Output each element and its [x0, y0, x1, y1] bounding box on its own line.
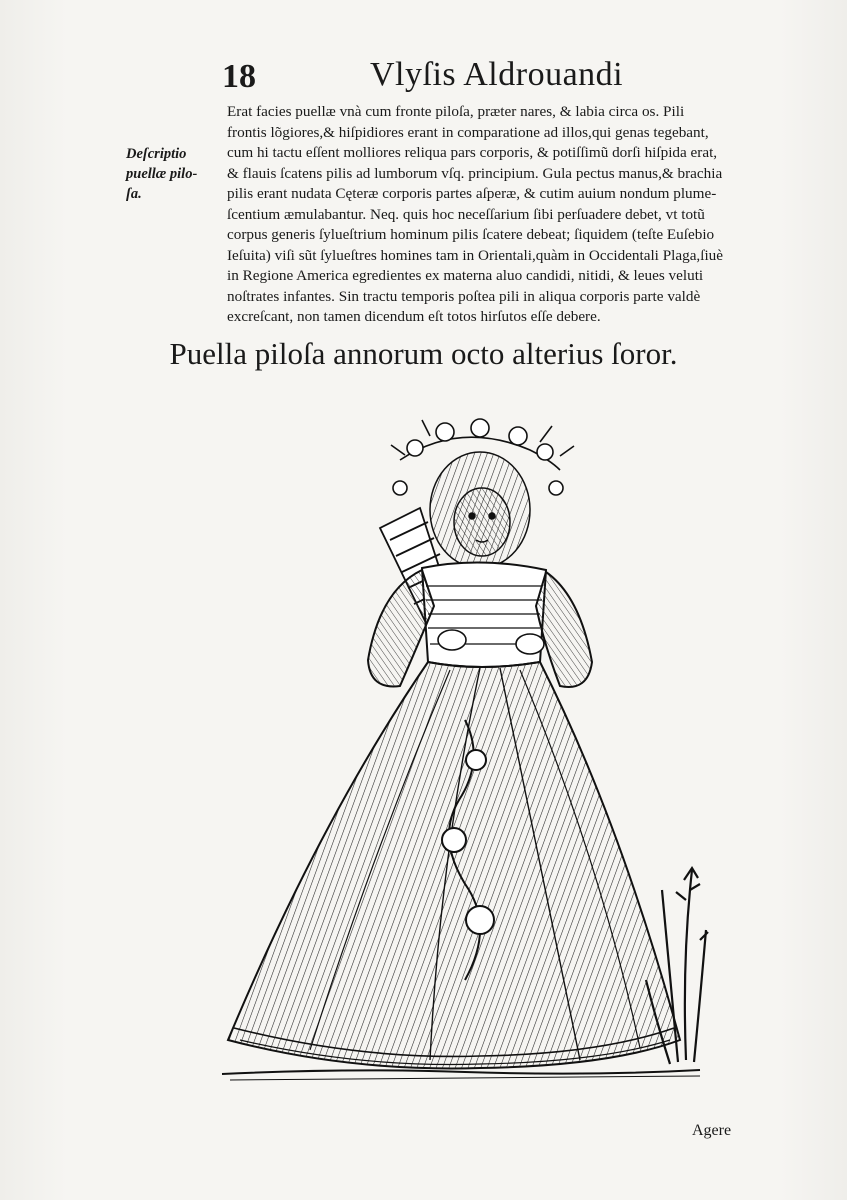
text-line: Erat facies puellæ vnà cum fronte piloſa, præter nares, & labia circa os. Pili: [227, 103, 685, 120]
text-line: & flauis ſcatens pilis ad lumborum vſq. principium. Gula pectus manus,& brachia: [227, 164, 723, 182]
margin-note-line: Deſcriptio: [126, 146, 187, 162]
figure-caption: Puella piloſa annorum octo alterius ſoror.: [169, 336, 678, 371]
text-line: in Regione America egredientes ex materna aluo candidi, nitidi, & leues veluti: [227, 267, 704, 284]
running-head: Vlyſis Aldrouandi: [370, 56, 624, 93]
margin-note-line: puellæ pilo-: [126, 166, 198, 182]
text-line: ſcentium æmulabantur. Neq. quis hoc neceſſarium ſibi perſuadere debet, vt totũ: [227, 205, 705, 223]
hairy-face: [430, 452, 530, 568]
text-line: excreſcant, non tamen dicendum eſt totos hirſutos eſſe debere.: [227, 308, 601, 325]
catchword: Agere: [692, 1122, 732, 1139]
margin-note: [126, 144, 214, 204]
text-line: cum hi tactu eſſent molliores reliqua pars corporis, & potiſſimũ dorſi hiſpida erat,: [227, 144, 718, 161]
text-line: frontis lõgiores,& hiſpidiores erant in comparatione ad illos,qui genas tegebant,: [227, 123, 709, 141]
margin-note-line: ſa.: [126, 186, 142, 202]
text-line: pilis erant nudata Cęteræ corporis partes aſperæ, & cutim auium nondum plume-: [227, 185, 717, 202]
text-line: noſtrates infantes. Sin tractu temporis poſtea pili in aliqua corporis parte valdè: [227, 287, 701, 305]
text-line: Ieſuita) viſi sũt ſylueſtres homines tam in Orientali,quàm in Occidentali Plaga,ſiuè: [227, 246, 724, 264]
body-paragraph: [227, 102, 767, 328]
page-number: 18: [222, 58, 256, 95]
ground-line: [222, 1070, 700, 1074]
text-line: corpus generis ſylueſtrium hominum pilis ſcatere debeat; ſiquidem (teſte Euſebio: [227, 226, 715, 243]
woodcut-illustration: [200, 400, 730, 1100]
